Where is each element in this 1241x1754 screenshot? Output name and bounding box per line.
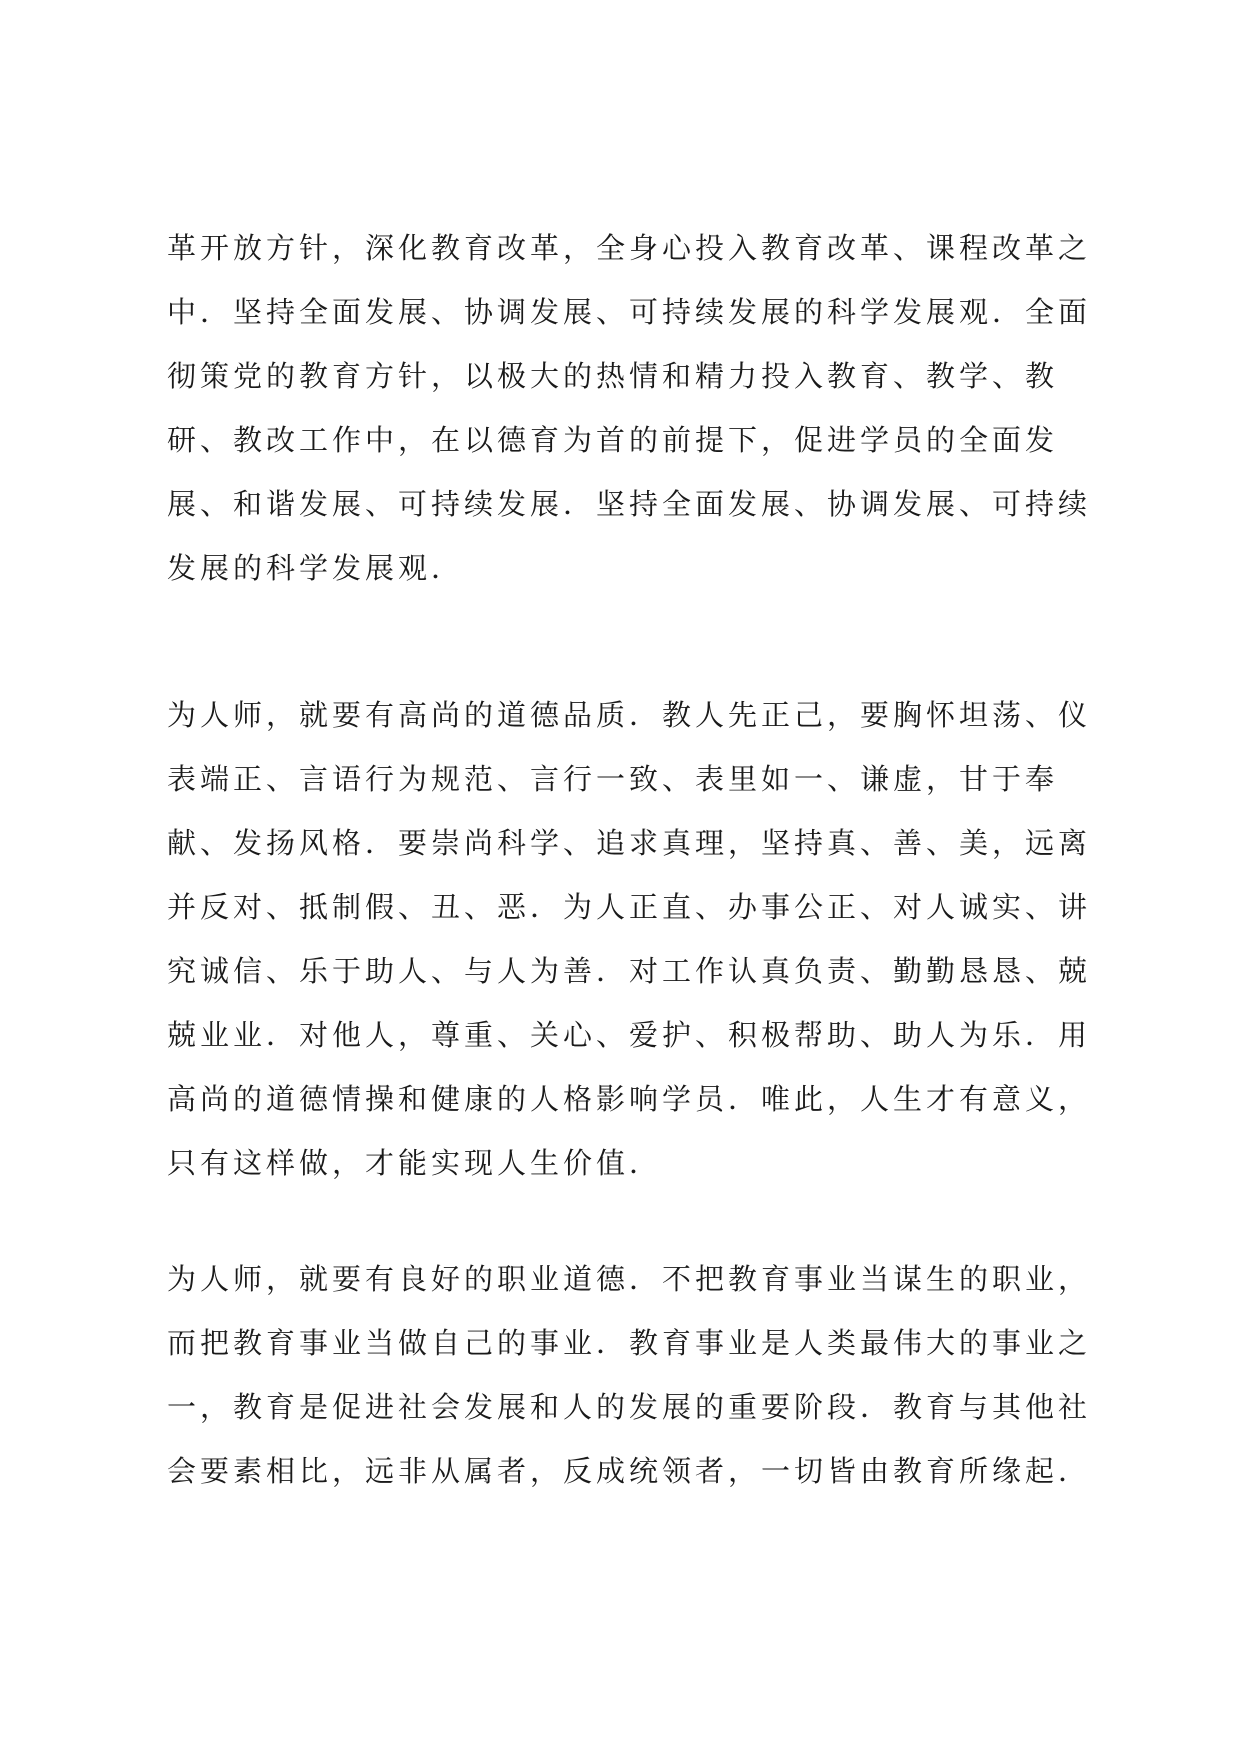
paragraph-2 — [167, 683, 1091, 1195]
paragraph-1 — [167, 216, 1091, 600]
text-line: 献、发扬风格．要崇尚科学、追求真理，坚持真、善、美，远离 — [167, 826, 1092, 860]
text-line: 发展的科学发展观． — [167, 551, 465, 585]
paragraph-3 — [167, 1247, 1091, 1503]
text-line: 为人师，就要有良好的职业道德．不把教育事业当谋生的职业， — [167, 1262, 1092, 1296]
text-line: 兢业业．对他人，尊重、关心、爱护、积极帮助、助人为乐．用 — [167, 1018, 1092, 1052]
text-line: 表端正、言语行为规范、言行一致、表里如一、谦虚，甘于奉 — [167, 762, 1059, 796]
text-line: 革开放方针，深化教育改革，全身心投入教育改革、课程改革之 — [167, 231, 1092, 265]
text-line: 只有这样做，才能实现人生价值． — [167, 1146, 663, 1180]
text-line: 究诚信、乐于助人、与人为善．对工作认真负责、勤勤恳恳、兢 — [167, 954, 1092, 988]
text-line: 高尚的道德情操和健康的人格影响学员．唯此，人生才有意义， — [167, 1082, 1092, 1116]
text-line: 会要素相比，远非从属者，反成统领者，一切皆由教育所缘起． — [167, 1454, 1092, 1488]
text-line: 而把教育事业当做自己的事业．教育事业是人类最伟大的事业之 — [167, 1326, 1092, 1360]
text-line: 一，教育是促进社会发展和人的发展的重要阶段．教育与其他社 — [167, 1390, 1092, 1424]
text-line: 展、和谐发展、可持续发展．坚持全面发展、协调发展、可持续 — [167, 487, 1092, 521]
text-line: 并反对、抵制假、丑、恶．为人正直、办事公正、对人诚实、讲 — [167, 890, 1092, 924]
text-line: 彻策党的教育方针，以极大的热情和精力投入教育、教学、教 — [167, 359, 1059, 393]
text-line: 中．坚持全面发展、协调发展、可持续发展的科学发展观．全面 — [167, 295, 1092, 329]
text-line: 研、教改工作中，在以德育为首的前提下，促进学员的全面发 — [167, 423, 1059, 457]
text-line: 为人师，就要有高尚的道德品质．教人先正己，要胸怀坦荡、仪 — [167, 698, 1092, 732]
